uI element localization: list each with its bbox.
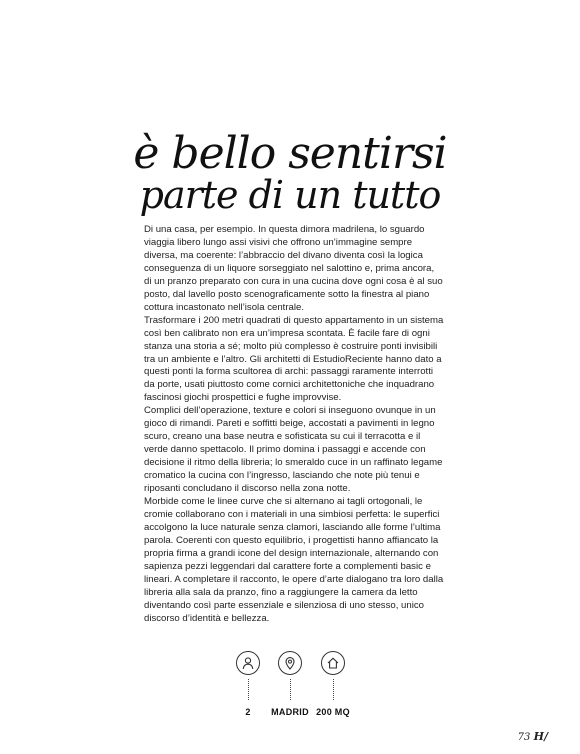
- paragraph-2: Trasformare i 200 metri quadrati di questo appartamento in un sistema così ben calibrato non era un’impresa scontata. È facile fare di ogni stanza una storia a sé; molto più complesso è costruire ponti invisibili tra un ambiente e l’altro. Gli architetti di EstudioReciente hanno dato a questi ponti la forma scultorea di archi: passaggi raramente interrotti da porte, usati piuttosto come cornici architettoniche che inquadrano fascinosi giochi prospettici e fughe improvvise.: [144, 314, 444, 404]
- stat-size: [313, 651, 353, 700]
- dotted-connector: [290, 679, 291, 700]
- person-icon: [236, 651, 260, 675]
- stat-location-label: MADRID: [271, 707, 309, 717]
- page-footer: [518, 730, 548, 743]
- house-icon: [321, 651, 345, 675]
- page-number: 73: [517, 732, 531, 743]
- paragraph-3: Complici dell’operazione, texture e colori si inseguono ovunque in un gioco di rimandi. Pareti e soffitti beige, accostati a pavimenti in legno scuro, creano una base neutra e sofisticata su cui il terracotta e il verde danno spettacolo. Il primo domina i passaggi e accende con decisione il ritmo della libreria; lo smeraldo cuce in un raffinato legame cromatico la cucina con l’ingresso, lasciando che note più tenui e riposanti concludano il discorso nella zona notte.: [144, 405, 443, 495]
- magazine-logo: H/: [533, 730, 548, 743]
- location-pin-icon: [278, 651, 302, 675]
- headline-line-1: è bello sentirsi: [133, 128, 447, 179]
- paragraph-4: Morbide come le linee curve che si alternano ai tagli ortogonali, le cromie collaborano con i materiali in una simbiosi perfetta: le superfici accolgono la luce naturale senza clamori, lasciando alle forme l’ultima parola. Coerenti con questo equilibrio, i progettisti hanno affiancato la propria firma a grandi icone del design internazionale, alternando con sapienza pezzi leggendari dal carattere forte a complementi basic e lineari. A completare il racconto, le opere d’arte dialogano tra loro dalla libreria alla sala da pranzo, fino a raggiungere la camera da letto diventando così parte essenziale e silenziosa di uno stesso, unico discorso d’identità e bellezza.: [144, 496, 444, 624]
- headline-line-2: parte di un tutto: [139, 173, 441, 217]
- dotted-connector: [333, 679, 334, 700]
- paragraph-1: Di una casa, per esempio. In questa dimora madrilena, lo sguardo viaggia libero lungo assi visivi che offrono un’immagine sempre diversa, ma coerente: l’abbraccio del divano diventa così la logica conseguenza di un liquore sorseggiato nel salottino e, prima ancora, di un pranzo preparato con cura in una cucina dove ogni cosa è al suo posto, dal lavello posto scenograficamente sotto la finestra al piano cottura incastonato nell’isola centrale.: [144, 224, 443, 313]
- stat-persons: [228, 651, 268, 700]
- stat-location: [270, 651, 310, 700]
- stat-persons-label: 2: [245, 707, 251, 717]
- dotted-connector: [248, 679, 249, 700]
- article-body: [144, 224, 444, 626]
- stat-size-label: 200 MQ: [316, 707, 350, 717]
